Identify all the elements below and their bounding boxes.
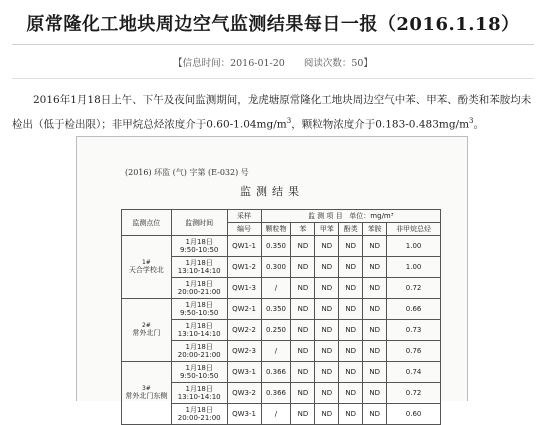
table-row	[122, 299, 441, 320]
sample-code-cell: QW2-3	[227, 341, 261, 362]
value-cell: ND	[339, 278, 363, 299]
header-items	[261, 210, 441, 223]
value-cell: ND	[315, 236, 339, 257]
value-cell: /	[261, 341, 291, 362]
value-cell: ND	[291, 341, 315, 362]
value-cell: 0.300	[261, 257, 291, 278]
point-symbol: 2#	[141, 322, 151, 329]
body-line-2-mid: ，颗粒物浓度介于0.183-0.483mg/m	[291, 118, 470, 131]
time-date: 1月18日	[185, 364, 213, 372]
time-date: 1月18日	[185, 238, 213, 246]
value-cell: 0.366	[261, 383, 291, 404]
time-range: 20:00-21:00	[177, 414, 221, 422]
value-cell: ND	[363, 341, 387, 362]
header-items-label: 监 测 项 目	[307, 212, 343, 220]
subheader-aniline: 苯胺	[363, 223, 387, 236]
value-cell: ND	[363, 362, 387, 383]
monitoring-time-cell	[171, 362, 227, 383]
sample-code-cell: QW1-1	[227, 236, 261, 257]
value-cell: ND	[363, 404, 387, 425]
subheader-toluene: 甲苯	[315, 223, 339, 236]
value-cell: ND	[315, 404, 339, 425]
value-cell: 0.350	[261, 299, 291, 320]
sample-code-cell: QW3-1	[227, 404, 261, 425]
time-range: 13:10-14:10	[177, 330, 221, 338]
time-date: 1月18日	[185, 385, 213, 393]
header-unit: 单位：mg/m³	[349, 212, 394, 220]
monitoring-time-cell	[171, 299, 227, 320]
body-line-2-start: （低于检出限）；非甲烷总烃浓度介于0.60-1.04mg/m	[33, 118, 287, 131]
sample-code-cell: QW1-2	[227, 257, 261, 278]
value-cell: ND	[339, 257, 363, 278]
value-cell: ND	[291, 278, 315, 299]
monitoring-point-cell	[122, 362, 172, 425]
time-date: 1月18日	[185, 280, 213, 288]
monitoring-time-cell	[171, 278, 227, 299]
value-cell: ND	[363, 383, 387, 404]
point-symbol: 3#	[141, 385, 151, 392]
time-date: 1月18日	[185, 406, 213, 414]
value-cell: ND	[291, 257, 315, 278]
value-cell: ND	[363, 257, 387, 278]
value-cell: 0.72	[387, 278, 441, 299]
monitoring-point-cell	[122, 236, 172, 299]
value-cell: ND	[315, 257, 339, 278]
value-cell: ND	[315, 278, 339, 299]
value-cell: 0.60	[387, 404, 441, 425]
value-cell: 0.74	[387, 362, 441, 383]
table-row	[122, 236, 441, 257]
value-cell: ND	[291, 404, 315, 425]
value-cell: 0.350	[261, 236, 291, 257]
time-range: 9:50-10:50	[179, 309, 219, 317]
subheader-nmhc: 非甲烷总烃	[387, 223, 441, 236]
article-meta: 【信息时间：2016-01-20 阅读次数：50】	[173, 58, 373, 69]
scanned-report-image	[76, 136, 468, 422]
value-cell: ND	[339, 320, 363, 341]
time-range: 9:50-10:50	[179, 372, 219, 380]
sample-code-cell: QW2-1	[227, 299, 261, 320]
value-cell: ND	[291, 383, 315, 404]
unit-superscript: 3	[469, 117, 474, 125]
monitoring-time-cell	[171, 341, 227, 362]
time-date: 1月18日	[185, 322, 213, 330]
value-cell: ND	[339, 404, 363, 425]
value-cell: ND	[291, 299, 315, 320]
subheader-phenols: 酚类	[339, 223, 363, 236]
value-cell: ND	[315, 299, 339, 320]
time-date: 1月18日	[185, 301, 213, 309]
value-cell: 0.66	[387, 299, 441, 320]
value-cell: ND	[339, 383, 363, 404]
value-cell: ND	[315, 362, 339, 383]
value-cell: 0.72	[387, 383, 441, 404]
body-line-1: 2016年1月18日上午、下午及夜间监测期间，龙虎塘原常隆化工地块周边空气中苯、甲苯、酚类和苯胺均未检出	[12, 94, 532, 131]
point-name: 天合学校北	[128, 266, 164, 274]
value-cell: 0.250	[261, 320, 291, 341]
time-date: 1月18日	[185, 343, 213, 351]
value-cell: ND	[339, 341, 363, 362]
time-range: 13:10-14:10	[177, 267, 221, 275]
article-body	[12, 90, 538, 136]
sample-code-cell: QW1-3	[227, 278, 261, 299]
value-cell: 1.00	[387, 236, 441, 257]
value-cell: ND	[291, 362, 315, 383]
monitoring-time-cell	[171, 383, 227, 404]
time-range: 20:00-21:00	[177, 351, 221, 359]
value-cell: ND	[339, 362, 363, 383]
value-cell: ND	[363, 236, 387, 257]
value-cell: ND	[315, 320, 339, 341]
value-cell: ND	[339, 299, 363, 320]
header-sample: 采样	[227, 210, 261, 223]
monitoring-time-cell	[171, 236, 227, 257]
article-title: 原常隆化工地块周边空气监测结果每日一报（2016.1.18）	[26, 14, 520, 35]
value-cell: 1.00	[387, 257, 441, 278]
header-sample-code: 编号	[227, 223, 261, 236]
value-cell: ND	[363, 320, 387, 341]
sample-code-cell: QW3-1	[227, 362, 261, 383]
value-cell: ND	[291, 320, 315, 341]
time-range: 20:00-21:00	[177, 288, 221, 296]
body-line-2-end: 。	[473, 118, 485, 131]
results-table	[121, 209, 441, 425]
value-cell: ND	[339, 236, 363, 257]
header-monitoring-point: 监测点位	[122, 210, 172, 236]
monitoring-point-cell	[122, 299, 172, 362]
value-cell: 0.76	[387, 341, 441, 362]
time-date: 1月18日	[185, 259, 213, 267]
value-cell: /	[261, 404, 291, 425]
sample-code-cell: QW3-2	[227, 383, 261, 404]
time-range: 13:10-14:10	[177, 393, 221, 401]
subheader-particulates: 颗粒物	[261, 223, 291, 236]
monitoring-time-cell	[171, 404, 227, 425]
unit-superscript: 3	[286, 117, 292, 125]
subheader-benzene: 苯	[291, 223, 315, 236]
point-symbol: 1#	[141, 259, 151, 266]
monitoring-time-cell	[171, 320, 227, 341]
report-heading: 监测结果	[240, 185, 304, 198]
value-cell: ND	[315, 383, 339, 404]
monitoring-time-cell	[171, 257, 227, 278]
value-cell: 0.73	[387, 320, 441, 341]
title-divider	[12, 44, 534, 45]
value-cell: /	[261, 278, 291, 299]
value-cell: ND	[363, 278, 387, 299]
point-name: 常外北门	[132, 329, 161, 337]
value-cell: ND	[363, 299, 387, 320]
sample-code-cell: QW2-2	[227, 320, 261, 341]
table-header-row	[122, 210, 441, 223]
time-range: 9:50-10:50	[179, 246, 219, 254]
meta-divider	[12, 78, 534, 79]
value-cell: ND	[291, 236, 315, 257]
header-monitoring-time: 监测时间	[171, 210, 227, 236]
point-name: 常外北门东侧	[125, 392, 168, 400]
table-row	[122, 362, 441, 383]
value-cell: 0.366	[261, 362, 291, 383]
report-number: (2016) 环监 (气) 字第 (E-032) 号	[125, 168, 249, 177]
value-cell: ND	[315, 341, 339, 362]
